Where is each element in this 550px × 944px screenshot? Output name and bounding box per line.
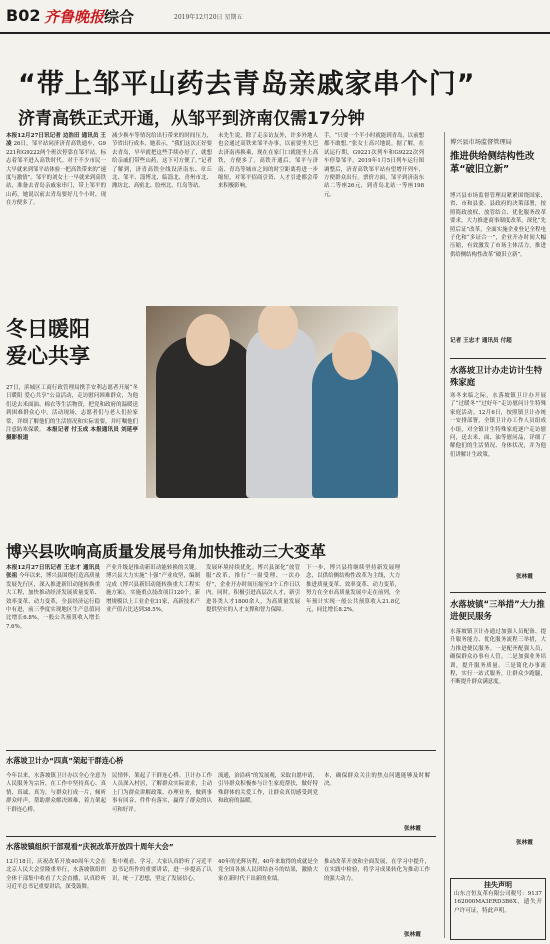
notice-text: 山东言恒友革有限公司税号：9137162000MA3ERD3B6X，遗失开户许可证，特此声明。 <box>454 891 542 914</box>
bottom1-col3: 流通，治沿病”的发展观，采取自愿申请，引导群众积极参与计生家庭帮扶，做好特殊群体的关爱工作，让群众真切感受到党和政府的温暖。 <box>218 773 318 805</box>
middle-column-1: 本报12月27日讯记者 王忠才 通讯员 张祖 今年以来，博兴县围绕打造高质量发展先行区，深入推进新旧动能转换重大工程，加快推动经济发展质量变革、效率变革、动力变革，全县经济运行稳中有进，前三季度实现地区生产总值同比增长6.8%，一般公共预算收入增长7.6%。 <box>6 565 100 630</box>
divider <box>6 750 436 751</box>
right-story1-byline: 博兴县市场监督管理局 <box>450 139 512 146</box>
newspaper-logo: 齐鲁晚报 <box>44 8 105 26</box>
winter-byline: 本报记者 付玉成 本报通讯员 刘延亭 摄影报道 <box>6 427 138 442</box>
bottom-headline-2: 水落坡镇组织干部观看“庆祝改革开放四十周年大会” <box>6 842 174 851</box>
bottom1-col2: 民情怀，架起了干群连心桥。卫计办工作人员深入村居，了解群众实际需求，主动上门为群众讲解政策、办理业务，做到事事有回音、件件有落实，赢得了群众的认可和好评。 <box>112 773 212 813</box>
middle-column-3: 发展环境持续优化。博兴县深化“放管服”改革，推行“一窗受理、一次办好”，企业开办时间压缩至3个工作日以内。同时，积极引进高层次人才，新引进各类人才1800余人，为高质量发展提供坚实的人才支撑和智力保障。 <box>206 565 300 614</box>
right-story2-headline: 水落坡卫计办走访计生特殊家庭 <box>450 365 543 387</box>
section-name: 综合 <box>104 8 135 26</box>
divider <box>450 358 546 359</box>
bottom2-col1: 12月18日，庆祝改革开放40周年大会在北京人民大会堂隆重举行，水落坡镇组织全体干部集中收看了大会直播，认真聆听习近平总书记重要讲话，深受鼓舞。 <box>6 859 106 891</box>
lead-column-1 <box>6 132 106 300</box>
photo-face-left <box>186 314 230 366</box>
notice-box <box>450 878 546 940</box>
winter-text: 27日，滨城区工商行政管理局携手安利志愿者开展“冬日暖阳 爱心共享”公益活动，走访慰问困难群众，为他们送去米面油、棉衣等生活物资，把党和政府的温暖送到困难群众心中。活动现场，志愿者们与老人们拉家常，详细了解他们的生活情况和实际需要，并叮嘱他们注意防寒保暖。 本报记者 付玉成 本报通讯员 刘延亭 摄影报道 <box>6 385 138 442</box>
right-story2-signature: 张林霞 <box>516 574 533 580</box>
photo-face-right <box>332 332 372 380</box>
right-story1-signature: 记者 王忠才 通讯员 付超 <box>450 338 512 344</box>
middle-column-4: 下一步，博兴县将继续坚持新发展理念，以供给侧结构性改革为主线，大力推进质量变革、效率变革、动力变革，努力在全市高质量发展中走在前列，全年预计实现一般公共预算收入21.8亿元，同比增长8.2%。 <box>306 565 400 614</box>
divider <box>6 836 436 837</box>
winter-title <box>6 316 90 370</box>
page-header <box>0 0 550 34</box>
right-story2-text: 寒冬来临之际，水落坡镇卫计办开展了“过暖冬”“过好年”走访慰问计生特殊家庭活动。12月6日，按照镇卫计办统一安排部署，全镇卫计办工作人员组成小组，对全镇计生特殊家庭逐户走访慰问，送去米、面、油等慰问品，详细了解他们的生活情况、身体状况，并为他们讲解计生政策。 <box>450 393 546 458</box>
notice-title: 挂失声明 <box>484 880 512 889</box>
lead-headline: “带上邹平山药去青岛亲戚家串个门” <box>18 69 476 100</box>
charity-photo <box>146 306 398 498</box>
photo-figure-middle <box>246 326 316 498</box>
bottom2-col3: 40年的光辉历程，40年来取得的成就是全党全国各族人民团结奋斗的结果，激励大家在新时代干出新的业绩。 <box>218 859 318 882</box>
page-number: B02 <box>6 6 41 25</box>
bottom2-col4: 推动改革开放和全面发展，在学习中提升，在实践中检验，将学习成果转化为推动工作的强大动力。 <box>324 859 430 882</box>
right-story3-headline: 水落坡镇“三举措”大力推进便民服务 <box>450 599 545 621</box>
middle-headline: 博兴县吹响高质量发展号角加快推动三大变革 <box>6 542 327 561</box>
bottom1-col1: 今年以来，水落坡镇卫计办以全心全意为人民服务为宗旨，在工作中坚持真心、真情、真诚、真为，与群众打成一片，倾听群众呼声，帮助群众解决困难，着力架起干群连心桥。 <box>6 773 106 813</box>
middle-column-2: 产业升级是推动新旧动能转换的关键。博兴县大力实施“十强”产业攻坚，编制完成《博兴县新旧动能转换重大工程实施方案》，实施重点技改项目120个，新增规模以上工业企业31家，高新技术产业产值占比达到38.5%。 <box>106 565 200 614</box>
middle-byline: 本报12月27日讯记者 王忠才 通讯员 张祖 <box>6 565 100 580</box>
bottom1-signature: 张林霞 <box>404 826 421 832</box>
right-story3-text: 水落坡镇卫计办通过加强人员配备、提升服务能力、优化服务流程三举措，大力推进便民服务。一是配齐配强人员，确保群众办事有人管。二是加强业务培训，提升服务质量。三是简化办事流程，实行一站式服务，让群众少跑腿，不断提升群众满意度。 <box>450 629 546 686</box>
winter-title-line-1: 冬日暖阳 <box>6 317 90 341</box>
right-story1-text: 博兴县市场监督管理局紧紧围绕国家、省、市和县委、县政府的决策部署，按照简政放权、放管结合、优化服务改革要求，大力推进商事制度改革，深化“先照后证”改革，全面实施企业登记全程电子化和“多证合一”，企业开办时间大幅压缩，有效激发了市场主体活力，推进供给侧结构性改革“破旧立新”。 <box>450 193 546 258</box>
bottom-headline-1: 水落坡卫计办“四真”架起干群连心桥 <box>6 756 124 765</box>
winter-title-line-2: 爱心共享 <box>6 344 90 368</box>
bottom1-col4: 本，确保群众关注的焦点问题能够及时解决。 <box>324 773 430 788</box>
right-story3-signature: 张林霞 <box>516 840 533 846</box>
date-line: 2019年12月20日 星期五 <box>174 14 243 21</box>
lead-column-2: 减少换车等情况给出行带来的时间压力，节省出行成本，她表示，“我们这次正好要去青岛，早早就把这些手续办好了，就想给亲戚们带些山药，这下可方便了。”记者了解到，济青高铁全线设济南东、章丘北、邹平、淄博北、临淄北、青州市北、潍坊北、高密北、胶州北、红岛等站。 <box>112 133 212 190</box>
column-divider <box>444 132 445 938</box>
bottom2-signature: 张林霞 <box>404 932 421 938</box>
lead-column-4: 手。“只要一个半小时就能到青岛，以前想都不敢想。”张女士高兴地说。据了解，在试运行期，G9221次列车和G9222次列车停靠邹平，2019年1月5日列车运行图调整后，济青高铁邹平站有望增开列车，方便群众出行。票价方面，邹平到济南东站二等座26元，到青岛北站一等座198元。 <box>324 133 424 198</box>
lead-byline: 本报12月27日讯记者 边浩田 通讯员 王凌 <box>6 133 106 148</box>
lead-col1-text: 26日，邹平站同济济青高铁通车，G9221和G9222两个班次停靠在邹平站，标志着邹平进入高铁时代。对于不少市民一大早就来到邹平站体验一把高铁带来的“速度与激情”。邹平的刘女士一早就来到高铁站，准备去青岛亲戚家串门，带上邹平的山药，她说以前去青岛要好几个小时，现在方便多了。 <box>6 141 106 207</box>
right-story1-headline: 推进供给侧结构性改革“破旧立新” <box>450 151 535 175</box>
lead-column-3: 未先生说，除了走亲访友外，许多外地人也会通过高铁来邹平办事，以前要坐大巴去济南再换乘，现在在家门口就能坐上高铁，方便多了。高铁开通后，邹平与济南、青岛等城市之间的时空距离将进一步缩短，对邹平招商引资、人才引进都会带来积极影响。 <box>218 133 318 190</box>
bottom2-col2: 集中观看、学习。大家认真聆听了习近平总书记所作的重要讲话，进一步提高了认识，统一了思想，坚定了发展信心。 <box>112 859 212 882</box>
lead-subheadline: 济青高铁正式开通，从邹平到济南仅需17分钟 <box>18 109 365 129</box>
divider <box>450 592 546 593</box>
